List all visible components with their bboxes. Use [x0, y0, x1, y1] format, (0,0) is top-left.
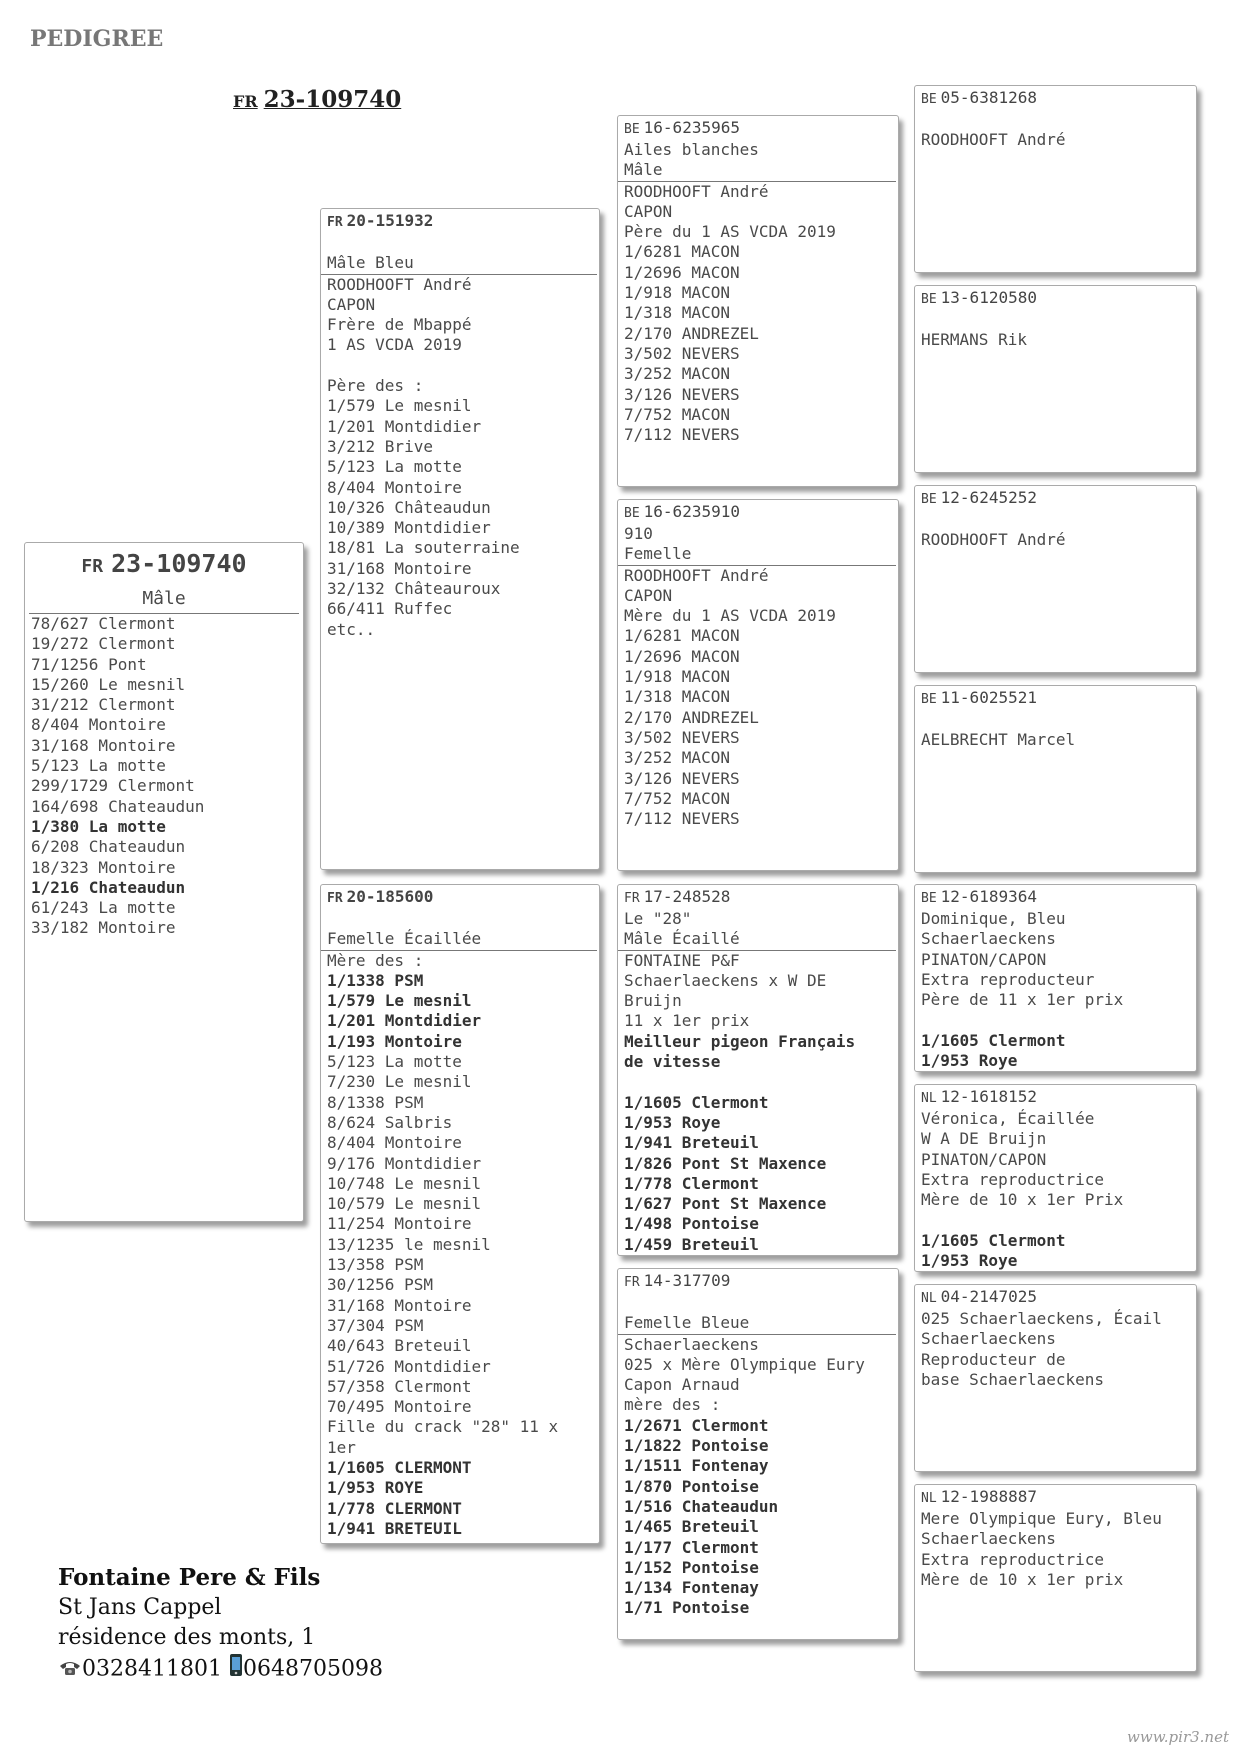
subject-result: 61/243 La motte: [31, 898, 176, 918]
dam-sire-detail: 1/459 Breteuil: [624, 1234, 759, 1254]
dam-detail: 70/495 Montoire: [327, 1397, 472, 1417]
dam-dam-header-line: Femelle Bleue: [624, 1313, 750, 1333]
gg-6-line: Extra reproductrice: [921, 1169, 1105, 1189]
sire-detail: 1/579 Le mesnil: [327, 396, 472, 416]
gg-1-line: ROODHOOFT André: [921, 130, 1066, 150]
dam-detail: 1/941 BRETEUIL: [327, 1518, 462, 1538]
subject-result: 5/123 La motte: [31, 756, 166, 776]
sire-dam-ring-number: 16-6235910: [643, 502, 740, 521]
gg-7-details: [915, 1309, 1196, 1390]
sire-dam-detail: Mère du 1 AS VCDA 2019: [624, 606, 836, 626]
sire-detail: etc..: [327, 619, 376, 639]
owner-city: St Jans Cappel: [58, 1595, 222, 1620]
gg-5-ring-number: 12-6189364: [940, 887, 1037, 906]
gg-card-1: [914, 85, 1197, 273]
subject-result: 18/323 Montoire: [31, 857, 176, 877]
sire-dam-detail: 1/318 MACON: [624, 687, 730, 707]
sire-detail: 8/404 Montoire: [327, 477, 462, 497]
dam-dam-detail: 025 x Mère Olympique Eury: [624, 1354, 865, 1374]
sire-sire-ring-number: 16-6235965: [643, 118, 740, 137]
owner-contact: [58, 1653, 383, 1686]
dam-sire-header-line: Le "28": [624, 909, 692, 928]
dam-detail: 5/123 La motte: [327, 1052, 462, 1072]
subject-sex: Mâle: [29, 588, 299, 614]
gg-8-line: Extra reproductrice: [921, 1549, 1105, 1569]
dam-detail: Mère des :: [327, 950, 424, 970]
subject-card: [24, 542, 304, 1222]
gg-1-details: [915, 110, 1196, 151]
dam-header-line: [327, 909, 597, 929]
dam-dam-detail: 1/870 Pontoise: [624, 1476, 759, 1496]
gg-3-details: [915, 510, 1196, 551]
gg-8-details: [915, 1509, 1196, 1590]
dam-detail: 40/643 Breteuil: [327, 1336, 472, 1356]
dam-sire-header-line: Mâle Écaillé: [624, 929, 740, 949]
dam-detail: 1/193 Montoire: [327, 1031, 462, 1051]
dam-dam-ring-country: FR: [624, 1275, 640, 1290]
subject-result: 15/260 Le mesnil: [31, 674, 186, 694]
dam-header-line: Femelle Écaillée: [327, 929, 482, 949]
gg-3-ring: [915, 486, 1196, 510]
dam-dam-detail: Schaerlaeckens: [624, 1334, 759, 1354]
sire-dam-details: [618, 566, 898, 830]
gg-6-line: Mère de 10 x 1er Prix: [921, 1190, 1124, 1210]
dam-sire-detail: 1/778 Clermont: [624, 1173, 759, 1193]
gg-2-line: [921, 310, 1196, 330]
dam-dam-detail: 1/516 Chateaudun: [624, 1496, 779, 1516]
sire-sire-header-line: Mâle: [624, 160, 663, 180]
dam-detail: 51/726 Montdidier: [327, 1356, 491, 1376]
gg-7-line: 025 Schaerlaeckens, Écail: [921, 1309, 1162, 1328]
sire-ring-number: 20-151932: [346, 211, 434, 230]
sire-detail: 32/132 Châteauroux: [327, 579, 501, 599]
gg-7-line: Schaerlaeckens: [921, 1329, 1056, 1349]
dam-detail: 8/624 Salbris: [327, 1112, 453, 1132]
sire-dam-detail: 2/170 ANDREZEL: [624, 707, 759, 727]
dam-detail: 57/358 Clermont: [327, 1376, 472, 1396]
dam-sire-detail: 1/627 Pont St Maxence: [624, 1194, 827, 1214]
gg-6-ring-number: 12-1618152: [940, 1087, 1037, 1106]
sire-sire-ring-country: BE: [624, 122, 640, 137]
dam-dam-details: [618, 1335, 898, 1619]
dam-sire-detail: Meilleur pigeon Français: [624, 1031, 856, 1051]
subject-result: 8/404 Montoire: [31, 715, 166, 735]
phone-icon: [58, 1655, 82, 1685]
dam-dam-detail: 1/1822 Pontoise: [624, 1436, 769, 1456]
dam-details: [321, 951, 599, 1540]
dam-dam-header-line: [624, 1293, 896, 1313]
dam-card: [320, 884, 600, 1544]
dam-sire-ring: [618, 885, 898, 909]
gg-1-ring: [915, 86, 1196, 110]
dam-detail: 7/230 Le mesnil: [327, 1072, 472, 1092]
gg-2-line: HERMANS Rik: [921, 330, 1027, 350]
dam-dam-card: [617, 1268, 899, 1640]
dam-detail: 1/953 ROYE: [327, 1478, 424, 1498]
dam-dam-ring: [618, 1269, 898, 1293]
gg-8-line: Mere Olympique Eury, Bleu: [921, 1509, 1162, 1528]
header-ring-country: FR: [233, 92, 258, 111]
sire-sire-detail: ROODHOOFT André: [624, 181, 769, 201]
dam-sire-details: [618, 951, 898, 1255]
sire-detail: 66/411 Ruffec: [327, 599, 453, 619]
sire-sire-header-line: Ailes blanches: [624, 140, 759, 159]
gg-card-7: [914, 1284, 1197, 1472]
gg-7-line: Reproducteur de: [921, 1349, 1066, 1369]
sire-detail: 5/123 La motte: [327, 457, 462, 477]
gg-2-details: [915, 310, 1196, 351]
dam-detail: 1/201 Montdidier: [327, 1011, 482, 1031]
sire-detail: 18/81 La souterraine: [327, 538, 520, 558]
sire-detail: 3/212 Brive: [327, 436, 433, 456]
sire-dam-detail: 7/752 MACON: [624, 788, 730, 808]
sire-dam-ring-country: BE: [624, 506, 640, 521]
sire-sire-ring: [618, 116, 898, 140]
gg-5-line: Père de 11 x 1er prix: [921, 990, 1124, 1010]
dam-dam-header: [618, 1293, 896, 1335]
gg-card-5: [914, 884, 1197, 1072]
dam-sire-detail: 1/941 Breteuil: [624, 1133, 759, 1153]
dam-dam-detail: 1/152 Pontoise: [624, 1557, 759, 1577]
dam-detail: 9/176 Montdidier: [327, 1153, 482, 1173]
dam-sire-detail: 1/1605 Clermont: [624, 1092, 769, 1112]
gg-5-line: Dominique, Bleu: [921, 909, 1066, 928]
dam-sire-detail: 1/498 Pontoise: [624, 1214, 759, 1234]
dam-sire-ring-number: 17-248528: [643, 887, 731, 906]
gg-8-line: Schaerlaeckens: [921, 1529, 1056, 1549]
sire-dam-detail: 1/6281 MACON: [624, 626, 740, 646]
sire-dam-detail: 3/502 NEVERS: [624, 727, 740, 747]
gg-2-ring-country: BE: [921, 292, 937, 307]
dam-detail: 8/404 Montoire: [327, 1133, 462, 1153]
dam-sire-header: [618, 909, 896, 951]
gg-1-ring-country: BE: [921, 92, 937, 107]
subject-result: 164/698 Chateaudun: [31, 796, 205, 816]
dam-sire-detail: 1/953 Roye: [624, 1112, 721, 1132]
gg-5-details: [915, 909, 1196, 1071]
gg-7-ring-country: NL: [921, 1291, 937, 1306]
sire-detail: ROODHOOFT André: [327, 274, 472, 294]
dam-detail: 1/778 CLERMONT: [327, 1498, 462, 1518]
sire-sire-detail: 1/318 MACON: [624, 303, 730, 323]
sire-dam-detail: 7/112 NEVERS: [624, 809, 740, 829]
gg-5-line: Schaerlaeckens: [921, 929, 1056, 949]
dam-detail: 37/304 PSM: [327, 1315, 424, 1335]
dam-detail: 1er: [327, 1437, 356, 1457]
footer-url[interactable]: www.pir3.net: [1127, 1728, 1229, 1746]
gg-8-ring: [915, 1485, 1196, 1509]
subject-result: 71/1256 Pont: [31, 654, 147, 674]
gg-5-line: Extra reproducteur: [921, 969, 1095, 989]
dam-sire-detail: de vitesse: [624, 1052, 721, 1072]
dam-dam-ring-number: 14-317709: [643, 1271, 731, 1290]
owner-address: résidence des monts, 1: [58, 1625, 316, 1650]
gg-6-line: Véronica, Écaillée: [921, 1109, 1095, 1128]
dam-detail: 11/254 Montoire: [327, 1214, 472, 1234]
dam-sire-card: [617, 884, 899, 1256]
gg-2-ring-number: 13-6120580: [940, 288, 1037, 307]
sire-detail: 1/201 Montdidier: [327, 416, 482, 436]
sire-dam-ring: [618, 500, 898, 524]
sire-detail: [327, 356, 599, 376]
sire-header-line: Mâle Bleu: [327, 253, 414, 273]
gg-7-ring-number: 04-2147025: [940, 1287, 1037, 1306]
sire-sire-detail: 3/502 NEVERS: [624, 343, 740, 363]
gg-3-line: [921, 510, 1196, 530]
sire-sire-detail: CAPON: [624, 201, 673, 221]
gg-5-line: 1/953 Roye: [921, 1051, 1018, 1071]
sire-sire-header: [618, 140, 896, 182]
sire-sire-detail: 7/752 MACON: [624, 404, 730, 424]
dam-detail: 8/1338 PSM: [327, 1092, 424, 1112]
sire-dam-detail: CAPON: [624, 585, 673, 605]
sire-dam-card: [617, 499, 899, 871]
sire-detail: Père des :: [327, 376, 424, 396]
mobile-phone-icon: [229, 1653, 243, 1686]
dam-ring-country: FR: [327, 891, 343, 906]
gg-card-8: [914, 1484, 1197, 1672]
header-ring-number: [233, 86, 401, 113]
owner-name: Fontaine Pere & Fils: [58, 1564, 321, 1591]
sire-dam-detail: ROODHOOFT André: [624, 565, 769, 585]
gg-6-line: W A DE Bruijn: [921, 1129, 1047, 1149]
gg-5-ring: [915, 885, 1196, 909]
subject-result: 6/208 Chateaudun: [31, 837, 186, 857]
dam-sire-detail: 11 x 1er prix: [624, 1011, 750, 1031]
gg-8-line: Mère de 10 x 1er prix: [921, 1569, 1124, 1589]
gg-card-6: [914, 1084, 1197, 1272]
subject-result: 1/216 Chateaudun: [31, 877, 186, 897]
dam-dam-detail: 1/1511 Fontenay: [624, 1456, 769, 1476]
gg-2-ring: [915, 286, 1196, 310]
dam-sire-detail: FONTAINE P&F: [624, 950, 740, 970]
dam-header: [321, 909, 597, 951]
gg-6-line: 1/1605 Clermont: [921, 1230, 1066, 1250]
subject-result: 299/1729 Clermont: [31, 776, 195, 796]
gg-3-ring-country: BE: [921, 492, 937, 507]
dam-detail: 13/1235 le mesnil: [327, 1234, 491, 1254]
gg-4-ring-country: BE: [921, 692, 937, 707]
sire-sire-detail: 2/170 ANDREZEL: [624, 323, 759, 343]
dam-dam-detail: 1/134 Fontenay: [624, 1578, 759, 1598]
mobile-number[interactable]: 0648705098: [242, 1656, 383, 1682]
owner-block: [58, 1562, 383, 1686]
subject-result: 19/272 Clermont: [31, 634, 176, 654]
sire-sire-card: [617, 115, 899, 487]
gg-card-4: [914, 685, 1197, 873]
dam-detail: 1/579 Le mesnil: [327, 991, 472, 1011]
sire-detail: Frère de Mbappé: [327, 315, 472, 335]
sire-dam-detail: 3/252 MACON: [624, 748, 730, 768]
gg-4-line: AELBRECHT Marcel: [921, 730, 1076, 750]
sire-sire-detail: 1/2696 MACON: [624, 262, 740, 282]
dam-detail: 30/1256 PSM: [327, 1275, 433, 1295]
phone-number[interactable]: 0328411801: [82, 1656, 222, 1682]
gg-3-line: ROODHOOFT André: [921, 530, 1066, 550]
sire-dam-detail: 1/2696 MACON: [624, 646, 740, 666]
dam-dam-detail: Capon Arnaud: [624, 1375, 740, 1395]
subject-ring: [25, 549, 303, 578]
gg-5-line: PINATON/CAPON: [921, 949, 1047, 969]
gg-4-details: [915, 710, 1196, 751]
gg-6-ring: [915, 1085, 1196, 1109]
dam-detail: 13/358 PSM: [327, 1255, 424, 1275]
sire-details: [321, 275, 599, 640]
dam-sire-detail: 1/826 Pont St Maxence: [624, 1153, 827, 1173]
sire-dam-header-line: Femelle: [624, 544, 692, 564]
gg-6-ring-country: NL: [921, 1091, 937, 1106]
dam-detail: 1/1338 PSM: [327, 970, 424, 990]
sire-sire-detail: 1/6281 MACON: [624, 242, 740, 262]
page-title: PEDIGREE: [30, 26, 164, 52]
sire-header: [321, 233, 597, 275]
subject-result: 31/168 Montoire: [31, 735, 176, 755]
gg-4-ring-number: 11-6025521: [940, 688, 1037, 707]
dam-detail: 10/748 Le mesnil: [327, 1173, 482, 1193]
sire-sire-details: [618, 182, 898, 446]
sire-dam-header-line: 910: [624, 524, 653, 543]
dam-sire-detail: Bruijn: [624, 991, 682, 1011]
gg-6-line: 1/953 Roye: [921, 1251, 1018, 1271]
dam-dam-detail: 1/71 Pontoise: [624, 1598, 750, 1618]
gg-card-2: [914, 285, 1197, 473]
subject-result: 1/380 La motte: [31, 816, 166, 836]
gg-1-line: [921, 110, 1196, 130]
dam-ring-number: 20-185600: [346, 887, 434, 906]
sire-detail: CAPON: [327, 294, 376, 314]
dam-sire-detail: [624, 1072, 898, 1092]
gg-6-details: [915, 1109, 1196, 1271]
sire-card: [320, 208, 600, 870]
dam-detail: 10/579 Le mesnil: [327, 1194, 482, 1214]
sire-sire-detail: 1/918 MACON: [624, 283, 730, 303]
sire-dam-header: [618, 524, 896, 566]
subject-ring-number: 23-109740: [111, 549, 247, 578]
sire-sire-detail: 3/126 NEVERS: [624, 384, 740, 404]
dam-detail: 1/1605 CLERMONT: [327, 1458, 472, 1478]
sire-header-line: [327, 233, 597, 253]
dam-dam-detail: mère des :: [624, 1395, 721, 1415]
sire-dam-detail: 3/126 NEVERS: [624, 768, 740, 788]
sire-sire-detail: Père du 1 AS VCDA 2019: [624, 222, 836, 242]
gg-8-ring-number: 12-1988887: [940, 1487, 1037, 1506]
subject-results: [25, 614, 303, 939]
gg-7-ring: [915, 1285, 1196, 1309]
dam-dam-detail: 1/465 Breteuil: [624, 1517, 759, 1537]
sire-dam-detail: 1/918 MACON: [624, 667, 730, 687]
header-ring-value: 23-109740: [263, 86, 402, 113]
gg-6-line: [921, 1210, 1196, 1230]
subject-result: 78/627 Clermont: [31, 614, 176, 633]
gg-5-ring-country: BE: [921, 891, 937, 906]
sire-ring-country: FR: [327, 215, 343, 230]
subject-result: 31/212 Clermont: [31, 695, 176, 715]
sire-sire-detail: 3/252 MACON: [624, 364, 730, 384]
dam-dam-detail: 1/177 Clermont: [624, 1537, 759, 1557]
gg-8-ring-country: NL: [921, 1491, 937, 1506]
sire-detail: 10/326 Châteaudun: [327, 497, 491, 517]
gg-6-line: PINATON/CAPON: [921, 1149, 1047, 1169]
dam-detail: 31/168 Montoire: [327, 1295, 472, 1315]
dam-sire-ring-country: FR: [624, 891, 640, 906]
gg-3-ring-number: 12-6245252: [940, 488, 1037, 507]
gg-5-line: [921, 1010, 1196, 1030]
gg-1-ring-number: 05-6381268: [940, 88, 1037, 107]
sire-detail: 1 AS VCDA 2019: [327, 335, 462, 355]
sire-detail: 31/168 Montoire: [327, 558, 472, 578]
sire-sire-detail: 7/112 NEVERS: [624, 425, 740, 445]
sire-detail: 10/389 Montdidier: [327, 518, 491, 538]
dam-detail: Fille du crack "28" 11 x: [327, 1417, 559, 1437]
gg-4-line: [921, 710, 1196, 730]
sire-ring: [321, 209, 599, 233]
dam-sire-detail: Schaerlaeckens x W DE: [624, 970, 827, 990]
gg-4-ring: [915, 686, 1196, 710]
dam-ring: [321, 885, 599, 909]
gg-7-line: base Schaerlaeckens: [921, 1369, 1105, 1389]
gg-5-line: 1/1605 Clermont: [921, 1030, 1066, 1050]
subject-ring-country: FR: [81, 556, 104, 577]
gg-card-3: [914, 485, 1197, 673]
subject-result: 33/182 Montoire: [31, 918, 176, 938]
dam-dam-detail: 1/2671 Clermont: [624, 1415, 769, 1435]
